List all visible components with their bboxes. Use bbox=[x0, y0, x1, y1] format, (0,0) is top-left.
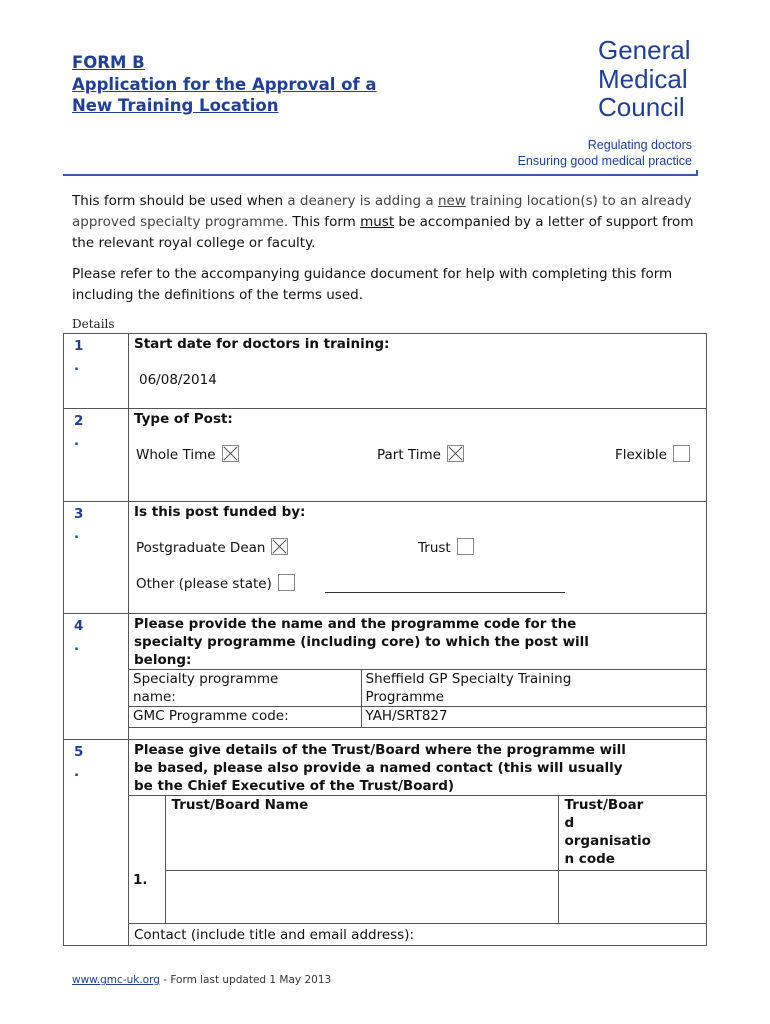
section-2-body bbox=[129, 409, 707, 502]
intro-paragraph-1 bbox=[72, 191, 702, 254]
other-option[interactable] bbox=[136, 574, 295, 593]
whole-time-label: Whole Time bbox=[136, 447, 216, 463]
flexible-checkbox[interactable] bbox=[673, 445, 690, 462]
section-4-question bbox=[129, 614, 706, 669]
form-title bbox=[72, 52, 377, 117]
section-number-dot: . bbox=[74, 526, 80, 542]
trust-checkbox[interactable] bbox=[457, 538, 474, 555]
value-line: Sheffield GP Specialty Training bbox=[365, 671, 572, 687]
part-time-checkbox[interactable] bbox=[447, 445, 464, 462]
header-divider-end bbox=[696, 170, 698, 176]
label-line: Specialty programme bbox=[133, 671, 279, 687]
programme-details-table bbox=[129, 669, 706, 728]
programme-name-value[interactable] bbox=[361, 670, 706, 707]
section-number-dot: . bbox=[74, 764, 80, 780]
intro-text: be accompanied by a letter of support from the relevant royal college or faculty. bbox=[72, 214, 694, 251]
section-number-digit: 4 bbox=[74, 618, 84, 634]
programme-code-label: GMC Programme code: bbox=[129, 707, 361, 728]
section-number bbox=[64, 334, 129, 409]
trust-code-header bbox=[559, 796, 707, 870]
header-line: Trust/Boar bbox=[564, 797, 644, 813]
section-number-dot: . bbox=[74, 358, 80, 374]
trust-code-field[interactable] bbox=[559, 870, 707, 923]
logo-tagline-1: Regulating doctors bbox=[587, 138, 692, 152]
trust-name-column bbox=[165, 796, 558, 924]
section-3-body bbox=[129, 502, 707, 614]
section-4 bbox=[64, 614, 707, 740]
section-number-digit: 5 bbox=[74, 744, 84, 760]
intro-emphasis-must: must bbox=[360, 214, 395, 230]
start-date-field[interactable]: 06/08/2014 bbox=[139, 372, 217, 388]
form-title-line-2: Application for the Approval of a bbox=[72, 74, 377, 94]
logo-tagline-2: Ensuring good medical practice bbox=[517, 154, 692, 168]
application-form-table bbox=[63, 333, 707, 946]
section-3-question: Is this post funded by: bbox=[134, 504, 306, 520]
gmc-website-link[interactable]: www.gmc-uk.org bbox=[72, 974, 160, 986]
whole-time-option[interactable] bbox=[136, 445, 239, 464]
logo-line-1: General bbox=[598, 35, 691, 65]
programme-code-row bbox=[129, 707, 706, 728]
section-4-body bbox=[129, 614, 707, 740]
section-number-dot: . bbox=[74, 433, 80, 449]
logo-tagline bbox=[512, 137, 692, 169]
trust-board-table bbox=[129, 795, 706, 924]
intro-emphasis-new: new bbox=[437, 193, 466, 209]
page-footer bbox=[72, 974, 331, 986]
trust-name-header: Trust/Board Name bbox=[171, 797, 309, 813]
programme-name-label bbox=[129, 670, 361, 707]
intro-text: This form should be used when bbox=[72, 193, 288, 209]
logo-wordmark bbox=[598, 36, 691, 122]
other-label: Other (please state) bbox=[136, 576, 272, 592]
details-label: Details bbox=[72, 317, 115, 331]
question-line: be based, please also provide a named contact (this will usually bbox=[134, 760, 623, 776]
trust-label: Trust bbox=[418, 540, 451, 556]
postgraduate-dean-label: Postgraduate Dean bbox=[136, 540, 266, 556]
section-1 bbox=[64, 334, 707, 409]
part-time-option[interactable] bbox=[377, 445, 464, 464]
section-1-question: Start date for doctors in training: bbox=[134, 336, 390, 352]
header-line: n code bbox=[564, 851, 615, 867]
postgraduate-dean-checkbox[interactable] bbox=[271, 538, 288, 555]
section-number-digit: 1 bbox=[74, 338, 84, 354]
intro-paragraph-2: Please refer to the accompanying guidance document for help with completing this form including the definitions of the terms used. bbox=[72, 266, 673, 303]
logo-line-3: Council bbox=[598, 92, 685, 122]
intro-text: This form bbox=[288, 214, 361, 230]
programme-code-value[interactable]: YAH/SRT827 bbox=[361, 707, 706, 728]
trust-option[interactable] bbox=[418, 538, 474, 557]
intro-text: training location(s) to an already approved specialty programme. bbox=[72, 193, 692, 230]
section-5 bbox=[64, 740, 707, 946]
question-line: specialty programme (including core) to which the post will bbox=[134, 634, 589, 650]
contact-label: Contact (include title and email address): bbox=[134, 927, 415, 943]
trust-name-field[interactable] bbox=[166, 870, 558, 923]
question-line: Please provide the name and the programme code for the bbox=[134, 616, 577, 632]
section-number bbox=[64, 502, 129, 614]
question-line: Please give details of the Trust/Board where the programme will bbox=[134, 742, 626, 758]
header-divider bbox=[63, 174, 697, 176]
section-2-question: Type of Post: bbox=[134, 411, 233, 427]
form-title-line-3: New Training Location bbox=[72, 96, 279, 115]
header-line: d bbox=[564, 815, 575, 831]
question-line: belong: bbox=[134, 652, 192, 668]
section-1-body bbox=[129, 334, 707, 409]
trust-board-row bbox=[129, 796, 706, 924]
section-number bbox=[64, 409, 129, 502]
section-5-question bbox=[129, 740, 706, 795]
section-number-dot: . bbox=[74, 638, 80, 654]
flexible-option[interactable] bbox=[615, 445, 690, 464]
section-number bbox=[64, 614, 129, 740]
section-number-digit: 3 bbox=[74, 506, 84, 522]
other-checkbox[interactable] bbox=[278, 574, 295, 591]
value-line: Programme bbox=[365, 689, 444, 705]
flexible-label: Flexible bbox=[615, 447, 667, 463]
part-time-label: Part Time bbox=[377, 447, 441, 463]
header-line: organisatio bbox=[564, 833, 651, 849]
form-title-line-1: FORM B bbox=[72, 53, 145, 72]
footer-text: - Form last updated 1 May 2013 bbox=[159, 974, 332, 986]
trust-row-number: 1. bbox=[129, 796, 165, 924]
section-5-body bbox=[129, 740, 707, 946]
programme-name-row bbox=[129, 670, 706, 707]
logo-line-2: Medical bbox=[598, 63, 688, 94]
whole-time-checkbox[interactable] bbox=[222, 445, 239, 462]
section-number bbox=[64, 740, 129, 946]
intro-text: a deanery is adding a bbox=[287, 193, 438, 209]
postgraduate-dean-option[interactable] bbox=[136, 538, 288, 557]
trust-code-column bbox=[558, 796, 706, 924]
section-3 bbox=[64, 502, 707, 614]
question-line: be the Chief Executive of the Trust/Board) bbox=[134, 778, 455, 794]
section-number-digit: 2 bbox=[74, 413, 84, 429]
label-line: name: bbox=[133, 689, 176, 705]
section-2 bbox=[64, 409, 707, 502]
other-text-field[interactable] bbox=[325, 576, 565, 593]
